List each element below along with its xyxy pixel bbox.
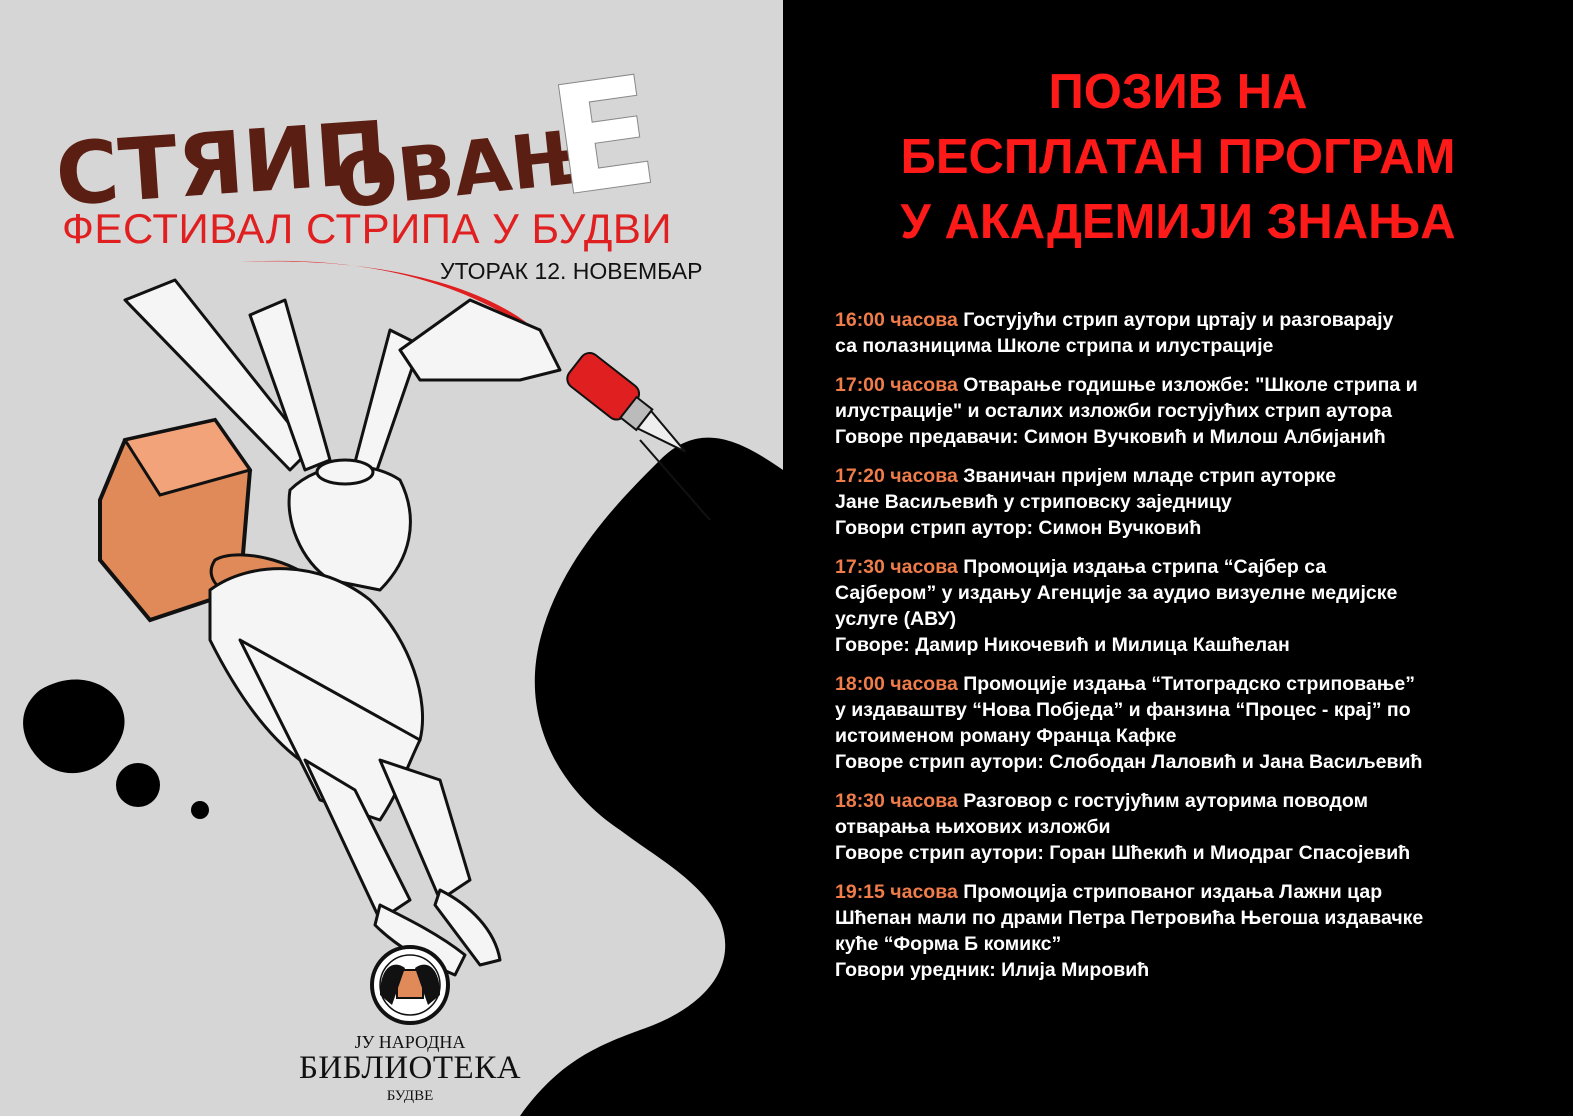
schedule-event: [835, 671, 1555, 775]
event-line: [835, 788, 1555, 814]
event-description: Отварање годишње изложбе: "Школе стрипа и: [963, 374, 1418, 396]
stripovanje-logo: [52, 44, 666, 231]
event-line: Говоре: Дамир Никочевић и Милица Кашћелан: [835, 634, 1290, 656]
schedule-event: [835, 554, 1555, 658]
schedule-event: [835, 788, 1555, 866]
library-name-line1: ЈУ НАРОДНА: [354, 1032, 466, 1052]
library-name-line2: БИБЛИОТЕКА: [298, 1050, 522, 1086]
event-line: куће “Форма Б комикс”: [835, 933, 1062, 955]
event-line: [835, 554, 1555, 580]
event-line: [835, 307, 1555, 333]
event-line: отварања њихових изложби: [835, 816, 1111, 838]
poster: [0, 0, 783, 1116]
heading-line: У АКАДЕМИЈИ ЗНАЊА: [900, 195, 1456, 249]
festival-date: УТОРАК 12. НОВЕМБАР: [440, 258, 703, 284]
poster-illustration: [0, 0, 783, 1116]
library-emblem: [372, 947, 448, 1023]
event-description: Разговор с гостујућим ауторима поводом: [963, 790, 1368, 812]
event-line: Сајбером” у издању Агенције за аудио визуелне медијске: [835, 582, 1398, 604]
event-line: [835, 372, 1555, 398]
event-line: [835, 879, 1555, 905]
event-time: 18:00 часова: [835, 673, 958, 695]
event-line: Говори стрип аутор: Симон Вучковић: [835, 517, 1202, 539]
event-time: 18:30 часова: [835, 790, 958, 812]
event-time: 17:00 часова: [835, 374, 958, 396]
event-description: Промоције издања “Титоградско стриповање”: [963, 673, 1415, 695]
event-line: у издаваштву “Нова Побједа” и фанзина “Процес - крај” по: [835, 699, 1411, 721]
schedule-event: [835, 879, 1555, 983]
schedule-event: [835, 372, 1555, 450]
event-line: Говоре стрип аутори: Слободан Лаловић и Јана Васиљевић: [835, 751, 1423, 773]
schedule-event: [835, 463, 1555, 541]
comic-figure: [125, 280, 560, 975]
event-time: 17:30 часова: [835, 556, 958, 578]
schedule-list: [835, 307, 1555, 996]
heading-line: БЕСПЛАТАН ПРОГРАМ: [900, 130, 1456, 184]
event-line: услуге (АВУ): [835, 608, 957, 630]
event-line: илустрације" и осталих изложби гостујућих стрип аутора: [835, 400, 1392, 422]
event-line: Јане Васиљевић у стриповску заједницу: [835, 491, 1232, 513]
svg-text:Е: Е: [540, 44, 667, 231]
event-line: [835, 671, 1555, 697]
invitation-heading: [783, 60, 1573, 255]
ink-spill: [520, 438, 783, 1116]
festival-subtitle: ФЕСТИВАЛ СТРИПА У БУДВИ: [62, 205, 673, 252]
event-line: Шћепан мали по драми Петра Петровића Његоша издавачке: [835, 907, 1424, 929]
svg-text:ОВАЊ: ОВАЊ: [330, 113, 599, 226]
event-time: 19:15 часова: [835, 881, 958, 903]
svg-text:СТЯИП: СТЯИП: [52, 103, 391, 226]
event-line: са полазницима Школе стрипа и илустрације: [835, 335, 1274, 357]
schedule-event: [835, 307, 1555, 359]
event-description: Гостујући стрип аутори цртају и разговарају: [963, 309, 1394, 331]
event-line: Говори уредник: Илија Мировић: [835, 959, 1150, 981]
library-name-line3: БУДВЕ: [386, 1088, 434, 1104]
event-description: Званичан пријем младе стрип ауторке: [963, 465, 1337, 487]
event-time: 16:00 часова: [835, 309, 958, 331]
event-line: Говоре предавачи: Симон Вучковић и Милош Албијанић: [835, 426, 1386, 448]
event-line: [835, 463, 1555, 489]
heading-line: ПОЗИВ НА: [1048, 65, 1308, 119]
event-line: Говоре стрип аутори: Горан Шћекић и Миодраг Спасојевић: [835, 842, 1411, 864]
event-description: Промоција стрипованог издања Лажни цар: [963, 881, 1383, 903]
event-description: Промоција издања стрипа “Сајбер са: [963, 556, 1327, 578]
event-time: 17:20 часова: [835, 465, 958, 487]
event-line: истоименом роману Франца Кафке: [835, 725, 1177, 747]
schedule-panel: [783, 0, 1573, 1116]
